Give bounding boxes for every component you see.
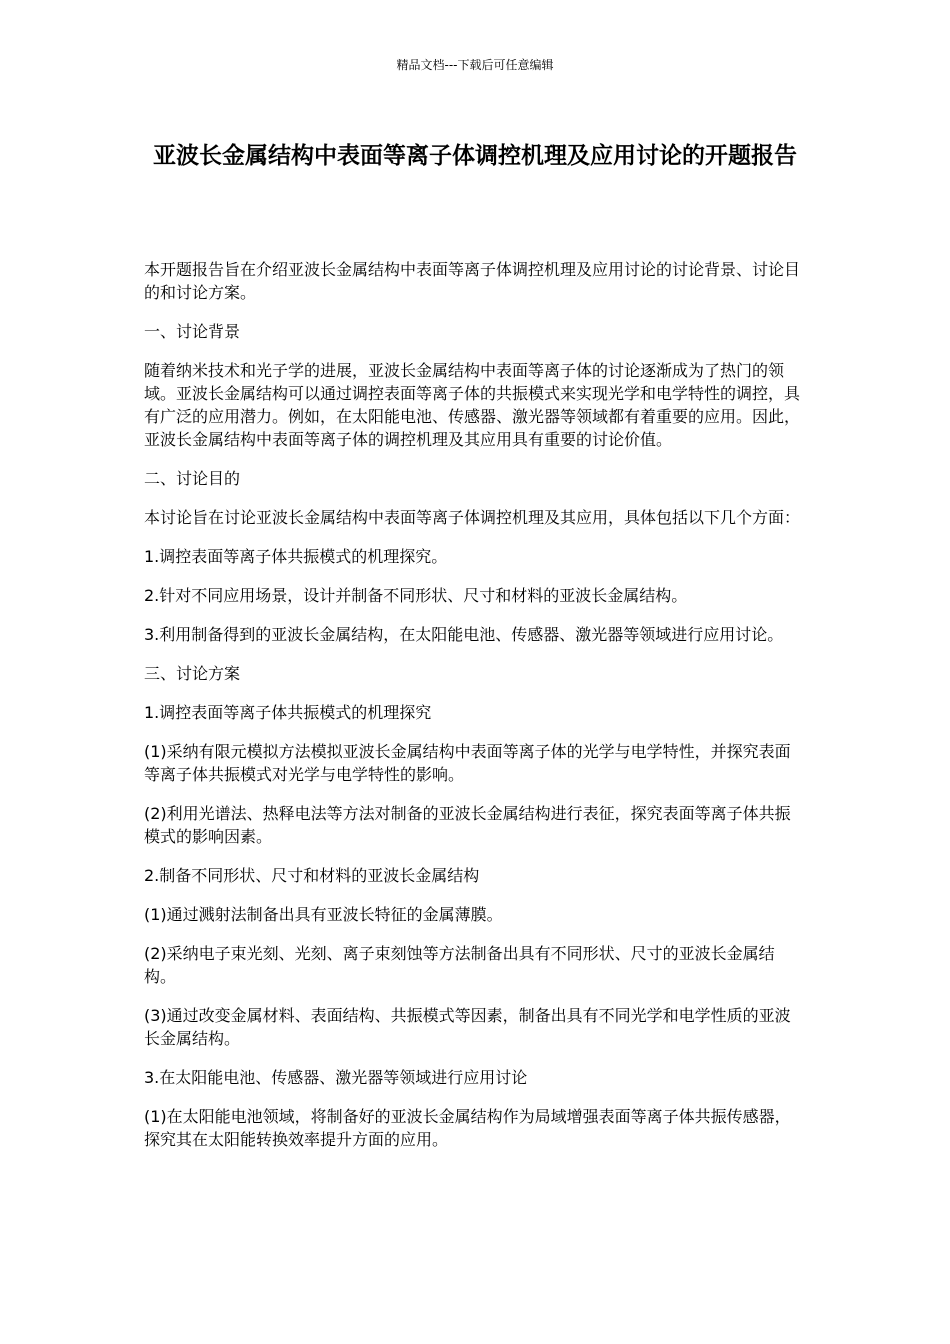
plan-item-2-sub-3: (3)通过改变金属材料、表面结构、共振模式等因素，制备出具有不同光学和电学性质的亚波长金属结构。 bbox=[144, 1006, 791, 1048]
page-header: 精品文档---下载后可任意编辑 bbox=[396, 58, 554, 72]
document-title: 亚波长金属结构中表面等离子体调控机理及应用讨论的开题报告 bbox=[153, 143, 797, 169]
paragraph-intro: 本开题报告旨在介绍亚波长金属结构中表面等离子体调控机理及应用讨论的讨论背景、讨论目的和讨论方案。 bbox=[144, 260, 801, 302]
plan-item-1: 1.调控表面等离子体共振模式的机理探究 bbox=[144, 703, 432, 722]
plan-item-3: 3.在太阳能电池、传感器、激光器等领域进行应用讨论 bbox=[144, 1068, 528, 1087]
purpose-item-3: 3.利用制备得到的亚波长金属结构，在太阳能电池、传感器、激光器等领域进行应用讨论。 bbox=[144, 625, 784, 644]
paragraph-purpose: 本讨论旨在讨论亚波长金属结构中表面等离子体调控机理及其应用，具体包括以下几个方面： bbox=[144, 508, 801, 527]
purpose-item-1: 1.调控表面等离子体共振模式的机理探究。 bbox=[144, 547, 448, 566]
section-heading-purpose: 二、讨论目的 bbox=[144, 469, 241, 488]
plan-item-1-sub-1: (1)采纳有限元模拟方法模拟亚波长金属结构中表面等离子体的光学与电学特性，并探究表面等离子体共振模式对光学与电学特性的影响。 bbox=[144, 742, 791, 784]
paragraph-background: 随着纳米技术和光子学的进展，亚波长金属结构中表面等离子体的讨论逐渐成为了热门的领域。亚波长金属结构可以通过调控表面等离子体的共振模式来实现光学和电学特性的调控，具有广泛的应用潜力。例如，在太阳能电池、传感器、激光器等领域都有着重要的应用。因此，亚波长金属结构中表面等离子体的调控机理及其应用具有重要的讨论价值。 bbox=[144, 361, 801, 449]
document-body bbox=[144, 258, 804, 1167]
plan-item-2: 2.制备不同形状、尺寸和材料的亚波长金属结构 bbox=[144, 866, 480, 885]
section-heading-plan: 三、讨论方案 bbox=[144, 664, 241, 683]
plan-item-1-sub-2: (2)利用光谱法、热释电法等方法对制备的亚波长金属结构进行表征，探究表面等离子体共振模式的影响因素。 bbox=[144, 804, 791, 846]
section-heading-background: 一、讨论背景 bbox=[144, 322, 241, 341]
plan-item-3-sub-1: (1)在太阳能电池领域，将制备好的亚波长金属结构作为局域增强表面等离子体共振传感器，探究其在太阳能转换效率提升方面的应用。 bbox=[144, 1107, 791, 1149]
plan-item-2-sub-1: (1)通过溅射法制备出具有亚波长特征的金属薄膜。 bbox=[144, 905, 503, 924]
plan-item-2-sub-2: (2)采纳电子束光刻、光刻、离子束刻蚀等方法制备出具有不同形状、尺寸的亚波长金属结构。 bbox=[144, 944, 775, 986]
purpose-item-2: 2.针对不同应用场景，设计并制备不同形状、尺寸和材料的亚波长金属结构。 bbox=[144, 586, 688, 605]
